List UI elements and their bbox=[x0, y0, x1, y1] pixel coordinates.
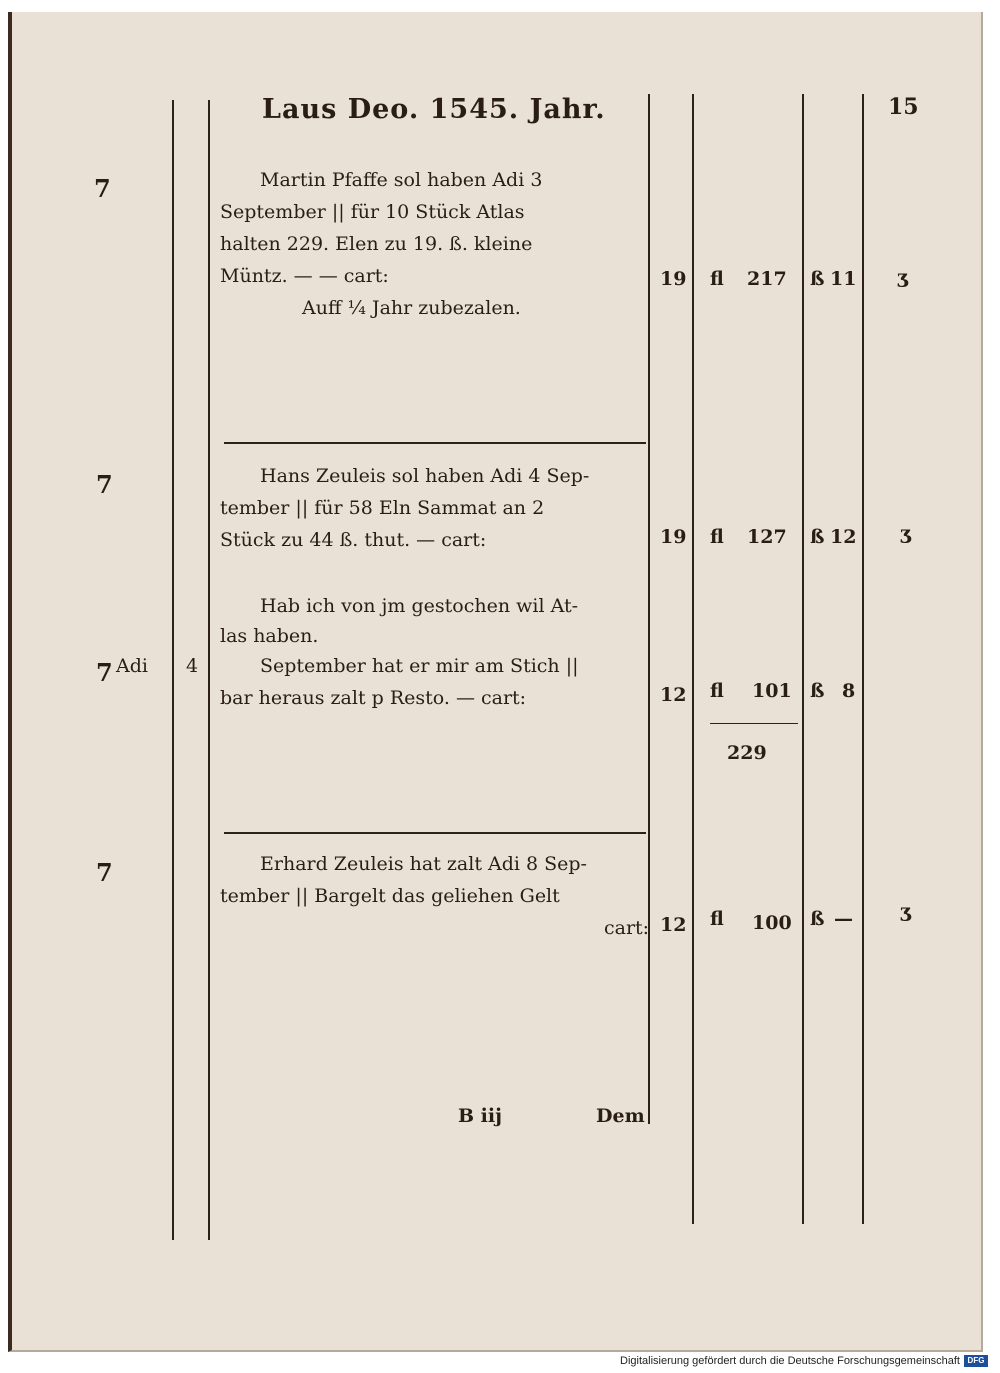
florin-amount: 101 bbox=[752, 680, 792, 702]
entry-line: Hans Zeuleis sol haben Adi 4 Sep- bbox=[260, 465, 590, 487]
entry-line: Martin Pfaffe sol haben Adi 3 bbox=[260, 169, 543, 191]
shilling-sign: ß bbox=[810, 680, 825, 702]
ledger-reference: 19 bbox=[660, 268, 687, 290]
entry-line: cart: bbox=[604, 917, 650, 939]
florin-sign: fl bbox=[710, 680, 724, 702]
entry-adi: Adi bbox=[116, 655, 148, 677]
entry-folio: 7 bbox=[96, 858, 113, 887]
dfg-logo: DFG bbox=[964, 1355, 988, 1367]
florin-sign: fl bbox=[710, 268, 724, 290]
entry-line: bar heraus zalt p Resto. — cart: bbox=[220, 687, 527, 709]
entry-day: 4 bbox=[186, 655, 199, 677]
entry-folio: 7 bbox=[96, 470, 113, 499]
page-number: 15 bbox=[888, 94, 919, 120]
entry-note: Auff ¼ Jahr zubezalen. bbox=[302, 297, 521, 319]
pfennig-sign: ʒ bbox=[900, 900, 911, 922]
pfennig-sign: ʒ bbox=[900, 522, 911, 544]
column-rule-folio bbox=[172, 100, 174, 1240]
entry-line: September hat er mir am Stich || bbox=[260, 655, 579, 677]
pfennig-sign: ʒ bbox=[897, 266, 908, 288]
entry-folio: 7 bbox=[94, 174, 111, 203]
column-rule-shillings bbox=[862, 94, 864, 1224]
subtotal-rule bbox=[710, 723, 798, 724]
entry-line: tember || für 58 Eln Sammat an 2 bbox=[220, 497, 545, 519]
shilling-sign: ß bbox=[810, 268, 825, 290]
page-heading: Laus Deo. 1545. Jahr. bbox=[262, 94, 606, 125]
shilling-sign: ß bbox=[810, 526, 825, 548]
entry-line: September || für 10 Stück Atlas bbox=[220, 201, 525, 223]
shilling-amount: 12 bbox=[830, 526, 857, 548]
catchword: Dem bbox=[596, 1105, 645, 1127]
signature-mark: B iij bbox=[458, 1105, 502, 1127]
florin-amount: 100 bbox=[752, 912, 792, 934]
florin-sign: fl bbox=[710, 526, 724, 548]
entry-line: Stück zu 44 ß. thut. — cart: bbox=[220, 529, 487, 551]
ledger-reference: 12 bbox=[660, 914, 687, 936]
florin-amount: 217 bbox=[747, 268, 787, 290]
ledger-reference: 12 bbox=[660, 684, 687, 706]
entry-folio: 7 bbox=[96, 658, 113, 687]
ledger-reference: 19 bbox=[660, 526, 687, 548]
florin-amount: 127 bbox=[747, 526, 787, 548]
entry-line: halten 229. Elen zu 19. ß. kleine bbox=[220, 233, 533, 255]
shilling-amount: 8 bbox=[842, 680, 856, 702]
column-rule-ref bbox=[692, 94, 694, 1224]
entry-line: Erhard Zeuleis hat zalt Adi 8 Sep- bbox=[260, 853, 587, 875]
florin-sign: fl bbox=[710, 908, 724, 930]
shilling-amount: — bbox=[834, 908, 853, 930]
column-rule-florins bbox=[802, 94, 804, 1224]
column-rule-date bbox=[208, 100, 210, 1240]
entry-line: Hab ich von jm gestochen wil At- bbox=[260, 595, 579, 617]
column-rule-text bbox=[648, 94, 650, 1124]
entry-line: Müntz. — — cart: bbox=[220, 265, 389, 287]
ledger-page bbox=[8, 12, 983, 1352]
shilling-sign: ß bbox=[810, 908, 825, 930]
entry-line: las haben. bbox=[220, 625, 319, 647]
shilling-amount: 11 bbox=[830, 268, 857, 290]
entry-line: tember || Bargelt das geliehen Gelt bbox=[220, 885, 560, 907]
funding-credit: Digitalisierung gefördert durch die Deutsche Forschungsgemeinschaft bbox=[620, 1355, 960, 1367]
subtotal-amount: 229 bbox=[727, 742, 767, 764]
entry-separator bbox=[224, 442, 646, 444]
entry-separator bbox=[224, 832, 646, 834]
